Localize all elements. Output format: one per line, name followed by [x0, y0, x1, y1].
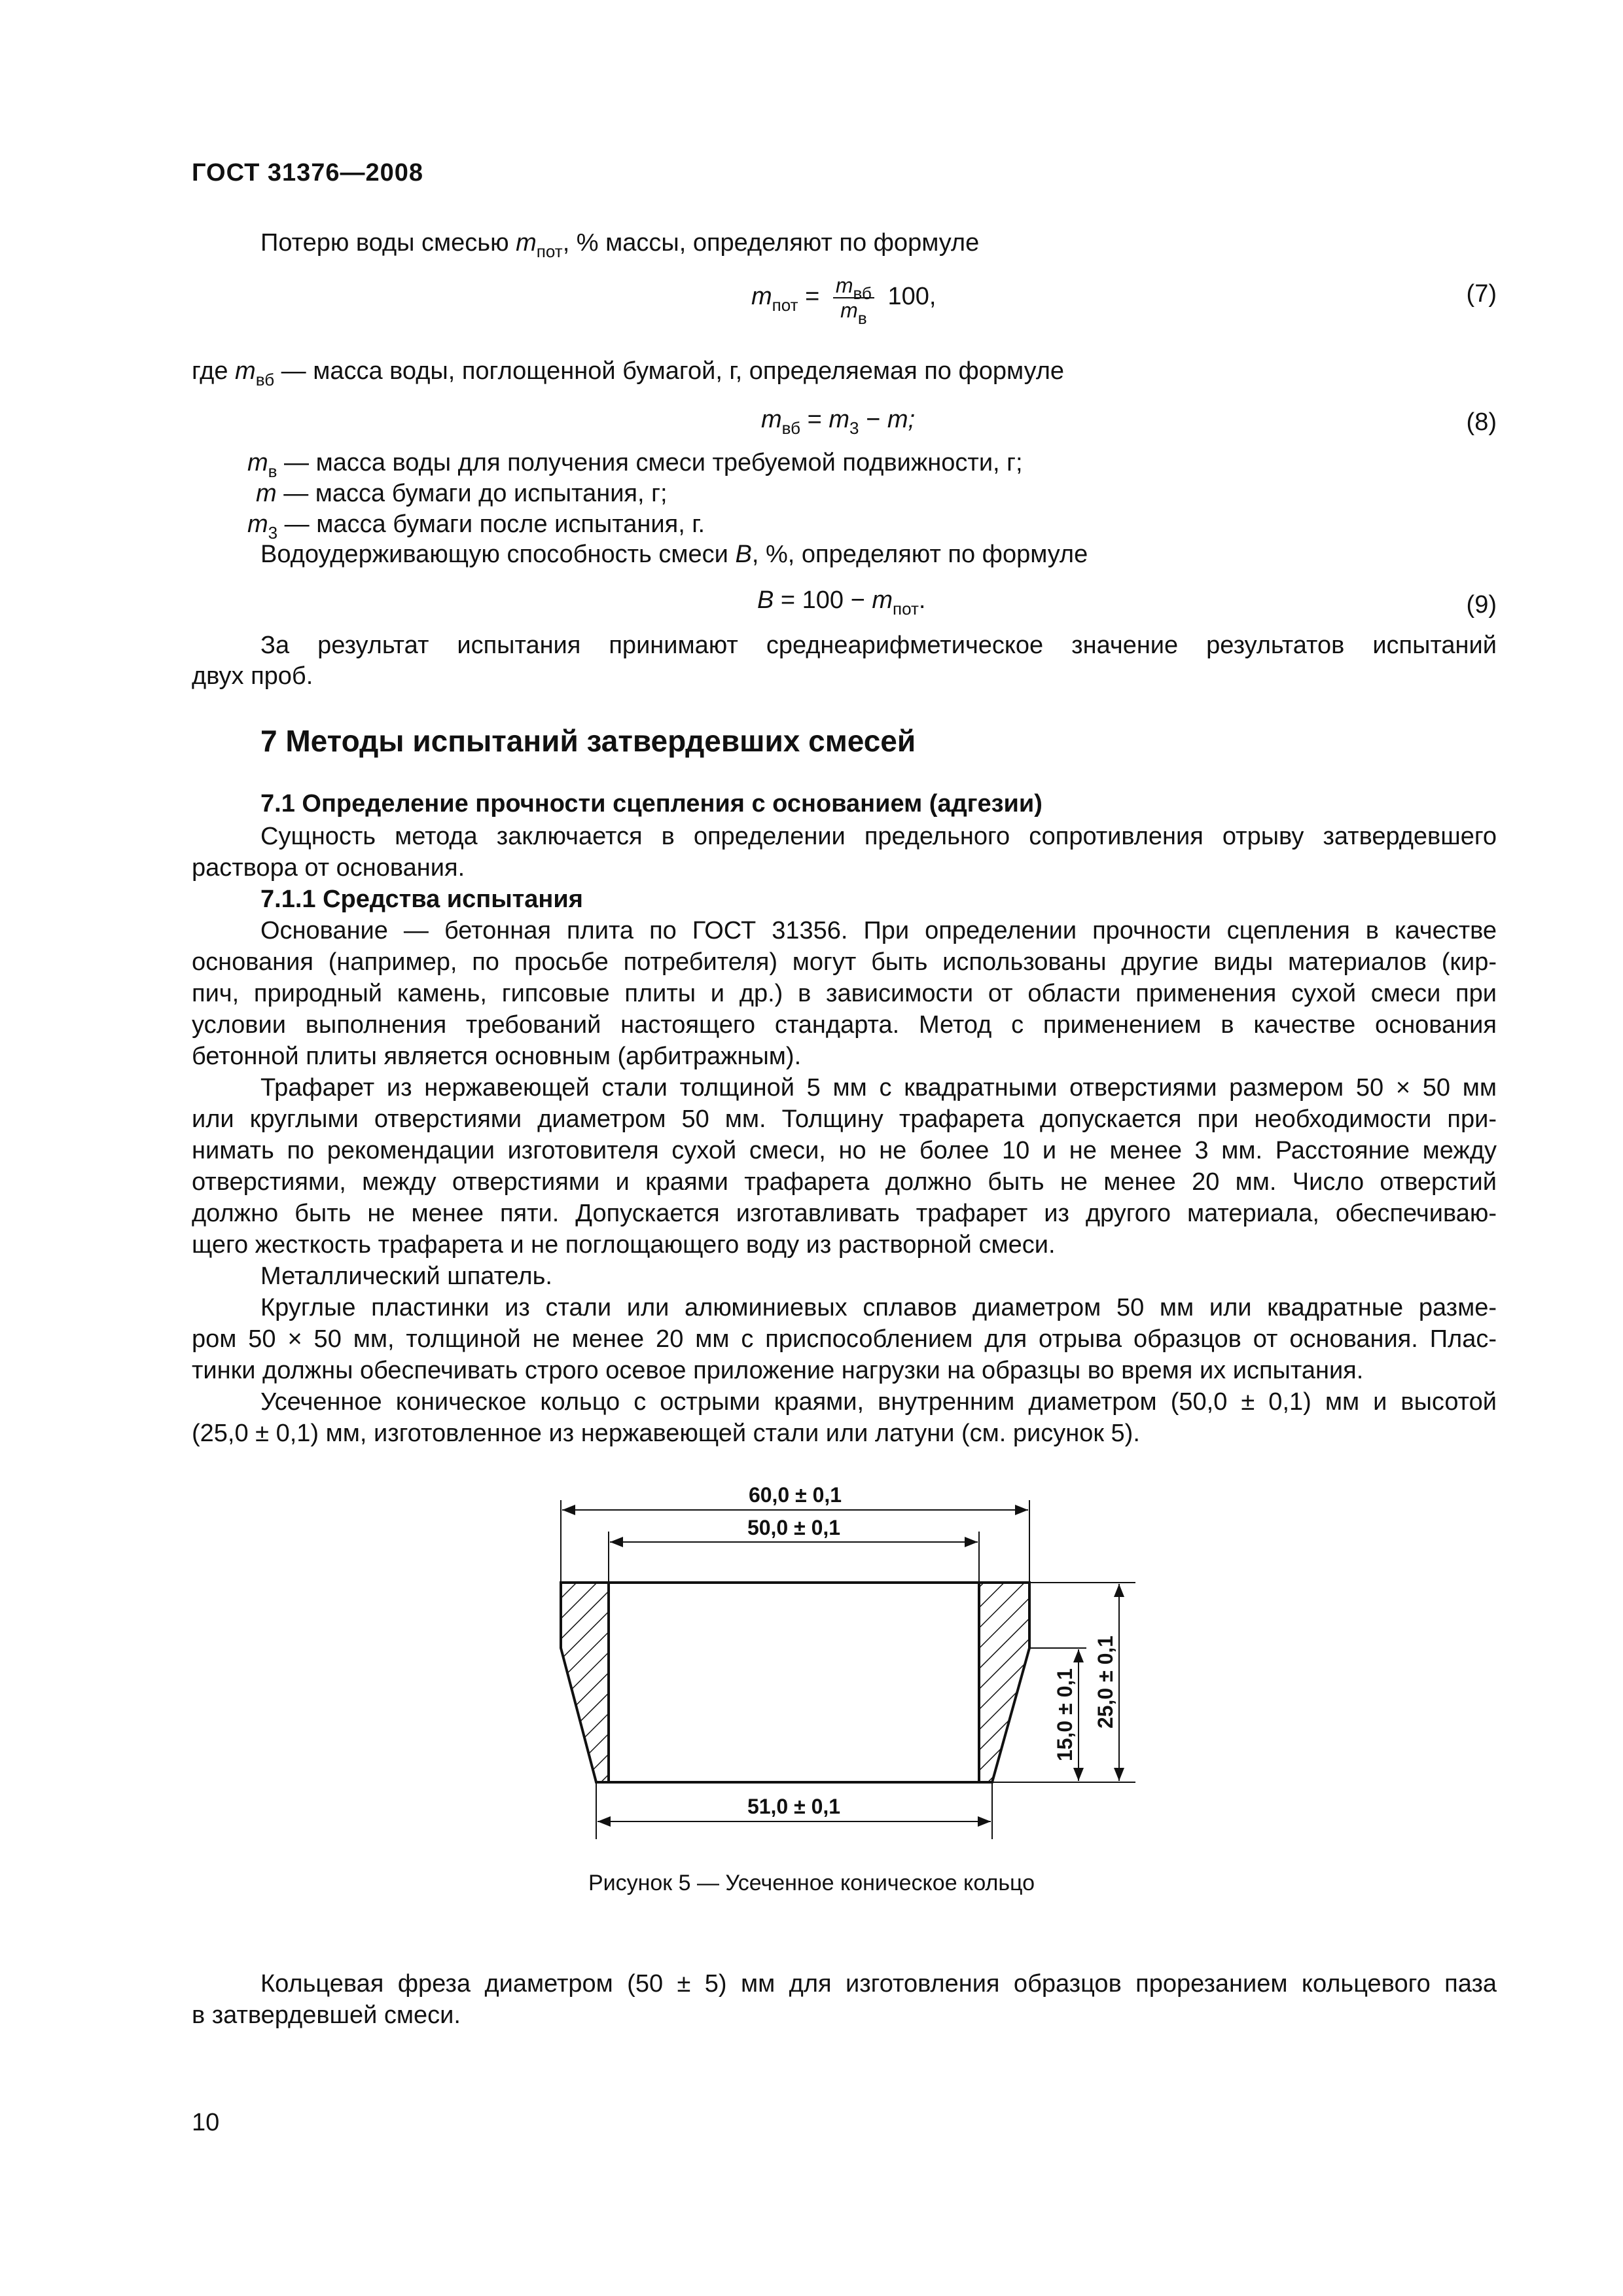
- definition-m3: $m_3$ — масса бумаги после испытания, г.: [247, 511, 705, 543]
- para-ring-line: (25,0 ± 0,1) мм, изготовленное из нержавеющей стали или латуни (см. рисунок 5).: [192, 1420, 1140, 1447]
- dim-label-bottom: 51,0 ± 0,1: [747, 1795, 841, 1818]
- ring-wall-right: [979, 1583, 1029, 1782]
- section-7-heading: 7 Методы испытаний затвердевших смесей: [260, 724, 916, 758]
- para-stencil-line: или круглыми отверстиями диаметром 50 мм. Толщину трафарета допускается при необходимости при-: [192, 1105, 1497, 1133]
- sub71-line-2: раствора от основания.: [192, 854, 465, 882]
- page-number: 10: [192, 2109, 220, 2136]
- para-stencil-line: нимать по рекомендации изготовителя сухой смеси, но не более 10 и не менее 3 мм. Расстояние между: [192, 1137, 1497, 1164]
- dim-label-height-lower: 15,0 ± 0,1: [1053, 1668, 1077, 1762]
- dim-label-height-total: 25,0 ± 0,1: [1094, 1635, 1117, 1729]
- figure-5-caption: Рисунок 5 — Усеченное коническое кольцо: [588, 1871, 1035, 1895]
- equation-number-9: (9): [1466, 591, 1497, 619]
- definition-m: m — масса бумаги до испытания, г;: [256, 480, 668, 507]
- where-line: где $m_{вб}$ — масса воды, поглощенной бумагой, г, определяемая по формуле: [192, 357, 1065, 389]
- document-header: ГОСТ 31376—2008: [192, 159, 424, 187]
- para-stencil-line: Трафарет из нержавеющей стали толщиной 5 мм с квадратными отверстиями размером 50 × 50 мм: [260, 1074, 1497, 1102]
- para-stencil-line: отверстиями, между отверстиями и краями трафарета должно быть не менее 20 мм. Число отверстий: [192, 1168, 1497, 1196]
- subsection-7-1-1-heading: 7.1.1 Средства испытания: [260, 886, 583, 913]
- subsection-7-1-heading: 7.1 Определение прочности сцепления с основанием (адгезии): [260, 790, 1043, 817]
- para-ring-line: Усеченное коническое кольцо с острыми краями, внутренним диаметром (50,0 ± 0,1) мм и высотой: [260, 1388, 1497, 1416]
- ring-wall-left: [561, 1583, 609, 1782]
- figure-5-conical-ring: [537, 1466, 1178, 1852]
- formula-9: $B = 100 - m_{пот}$.: [757, 586, 926, 619]
- dim-label-top-inner: 50,0 ± 0,1: [747, 1516, 841, 1539]
- para-base-line: Основание — бетонная плита по ГОСТ 31356. При определении прочности сцепления в качестве: [260, 917, 1497, 944]
- equation-number-7: (7): [1466, 280, 1497, 308]
- formula-7: $m_{пот}$ = $\frac{m_{вб}}{m_в}$ 100,: [751, 274, 936, 328]
- para-base-line: пич, природный камень, гипсовые плиты и др.) в зависимости от области применения сухой смеси при: [192, 980, 1497, 1007]
- water-retention-line: Водоудерживающую способность смеси B, %, определяют по формуле: [260, 541, 1088, 568]
- result-para-line-1: За результат испытания принимают среднеарифметическое значение результатов испытаний: [260, 632, 1497, 659]
- para-plates-line: ром 50 × 50 мм, толщиной не менее 20 мм с приспособлением для отрыва образцов от основания. Плас-: [192, 1325, 1497, 1353]
- para-base-line: основания (например, по просьбе потребителя) могут быть использованы другие виды материалов (кир-: [192, 948, 1497, 976]
- water-loss-intro: Потерю воды смесью $m_{пот}$, % массы, определяют по формуле: [260, 229, 980, 261]
- equation-number-8: (8): [1466, 408, 1497, 436]
- para-plates-line: Круглые пластинки из стали или алюминиевых сплавов диаметром 50 мм или квадратные разме-: [260, 1294, 1497, 1321]
- para-stencil-line: должно быть не менее пяти. Допускается изготавливать трафарет из другого материала, обеспечиваю-: [192, 1200, 1497, 1227]
- para-base-line: бетонной плиты является основным (арбитражным).: [192, 1043, 802, 1070]
- formula-7-fraction: $\frac{m_{вб}}{m_в}$: [833, 274, 874, 322]
- sub71-line-1: Сущность метода заключается в определении предельного сопротивления отрыву затвердевшего: [260, 823, 1497, 850]
- para-stencil-line: щего жесткость трафарета и не поглощающего воду из растворной смеси.: [192, 1231, 1056, 1259]
- para-cutter-line: в затвердевшей смеси.: [192, 2001, 461, 2029]
- para-spatula: Металлический шпатель.: [260, 1263, 552, 1290]
- formula-8: $m_{вб} = m_3 - m$;: [761, 406, 916, 438]
- para-cutter-line: Кольцевая фреза диаметром (50 ± 5) мм для изготовления образцов прорезанием кольцевого паза: [260, 1970, 1497, 1998]
- result-para-line-2: двух проб.: [192, 662, 313, 690]
- para-base-line: условии выполнения требований настоящего стандарта. Метод с применением в качестве основания: [192, 1011, 1497, 1039]
- definition-mv: $m_в$ — масса воды для получения смеси требуемой подвижности, г;: [247, 449, 1023, 481]
- dim-label-top-outer: 60,0 ± 0,1: [748, 1483, 842, 1507]
- para-plates-line: тинки должны обеспечивать строго осевое приложение нагрузки на образцы во время их испытания.: [192, 1357, 1364, 1384]
